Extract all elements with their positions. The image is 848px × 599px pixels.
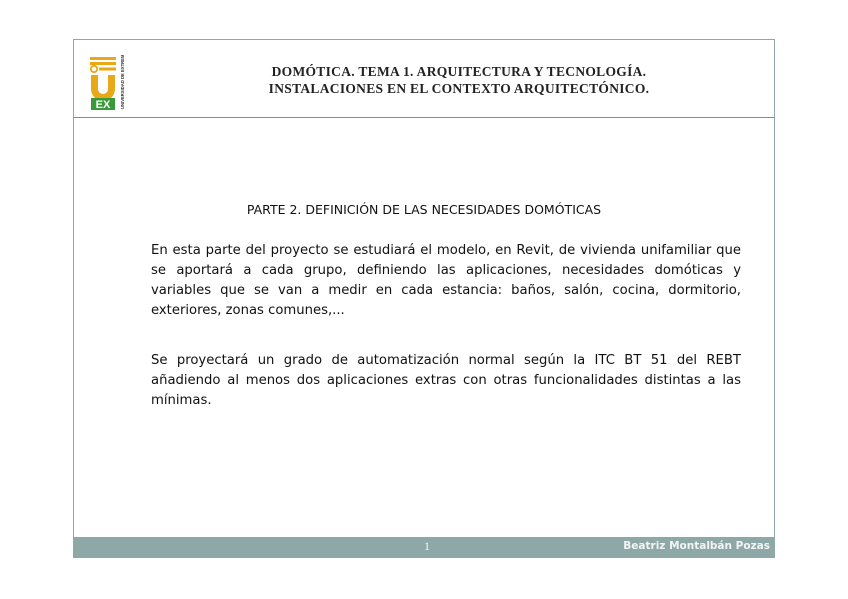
uex-logo-graphic	[88, 55, 130, 111]
uex-logo	[88, 55, 130, 111]
paragraph-2: Se proyectará un grado de automatización normal según la ITC BT 51 del REBT añadiendo al menos dos aplicaciones extras con otras funcionalidades distintas a las mínimas.	[151, 353, 741, 408]
page-number: 1	[424, 539, 430, 553]
section-title: PARTE 2. DEFINICIÓN DE LAS NECESIDADES DOMÓTICAS	[246, 202, 602, 217]
header-divider	[74, 117, 774, 118]
header-title-line2: INSTALACIONES EN EL CONTEXTO ARQUITECTÓNICO.	[268, 81, 650, 96]
footer-bar	[74, 537, 774, 557]
header-title-line1: DOMÓTICA. TEMA 1. ARQUITECTURA Y TECNOLOGÍA.	[271, 64, 647, 79]
svg-text:EX: EX	[95, 99, 111, 111]
slide	[73, 39, 775, 558]
paragraph-1: En esta parte del proyecto se estudiará el modelo, en Revit, de vivienda unifamiliar que se aportará a cada grupo, definiendo las aplicaciones, necesidades domóticas y variables que se van a medir en cada estancia: baños, salón, cocina, dormitorio, exteriores, zonas comunes,...	[151, 243, 741, 318]
svg-text:UNIVERSIDAD DE EXTREMADURA: UNIVERSIDAD DE EXTREMADURA	[120, 55, 125, 109]
author-name: Beatriz Montalbán Pozas	[623, 540, 770, 552]
header-title	[164, 63, 754, 97]
